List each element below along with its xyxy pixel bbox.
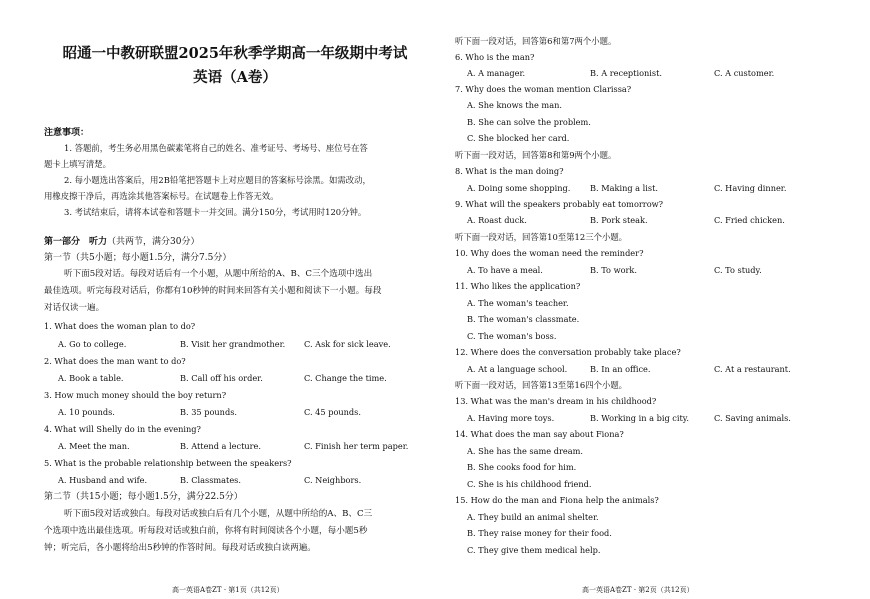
q6-option-a: A. A manager. xyxy=(467,68,526,78)
question-7: 7. Why does the woman mention Clarissa? xyxy=(455,84,632,94)
question-6: 6. Who is the man? xyxy=(455,52,535,62)
q7-option-c: C. She blocked her card. xyxy=(467,133,570,143)
question-10: 10. Why does the woman need the reminder? xyxy=(455,248,644,258)
note-1b: 题卡上填写清楚。 xyxy=(44,159,111,169)
q7-option-a: A. She knows the man. xyxy=(467,100,562,110)
q2-option-c: C. Change the time. xyxy=(304,373,387,383)
q13-option-c: C. Saving animals. xyxy=(714,413,791,423)
q1-option-b: B. Visit her grandmother. xyxy=(180,339,286,349)
section1-dir-b: 最佳选项。听完每段对话后，你都有10秒钟的时间来回答有关小题和阅读下一小题。每段 xyxy=(44,286,382,296)
q4-option-b: B. Attend a lecture. xyxy=(180,441,261,451)
q13-option-a: A. Having more toys. xyxy=(467,413,555,423)
q2-option-a: A. Book a table. xyxy=(58,373,124,383)
q9-option-c: C. Fried chicken. xyxy=(714,215,785,225)
instruction-10-12: 听下面一段对话，回答第10至第12三个小题。 xyxy=(455,232,628,242)
q9-option-b: B. Pork steak. xyxy=(590,215,648,225)
question-2: 2. What does the man want to do? xyxy=(44,356,186,366)
q3-option-c: C. 45 pounds. xyxy=(304,407,361,417)
q14-option-a: A. She has the same dream. xyxy=(467,446,583,456)
section2-dir-b: 个选项中选出最佳选项。听每段对话或独白前，你将有时间阅读各个小题，每小题5秒 xyxy=(44,526,368,536)
q15-option-a: A. They build an animal shelter. xyxy=(467,512,599,522)
q10-option-c: C. To study. xyxy=(714,265,762,275)
part1-note: （共两节，满分30分） xyxy=(107,237,200,247)
part1-heading xyxy=(44,237,199,248)
q10-option-a: A. To have a meal. xyxy=(467,265,543,275)
q4-option-a: A. Meet the man. xyxy=(58,441,130,451)
q10-option-b: B. To work. xyxy=(590,265,637,275)
q8-option-c: C. Having dinner. xyxy=(714,183,787,193)
instruction-8-9: 听下面一段对话，回答第8和第9两个小题。 xyxy=(455,150,617,160)
q3-option-a: A. 10 pounds. xyxy=(58,407,115,417)
q15-option-b: B. They raise money for their food. xyxy=(467,528,612,538)
question-9: 9. What will the speakers probably eat tomorrow? xyxy=(455,199,664,209)
question-4: 4. What will Shelly do in the evening? xyxy=(44,424,201,434)
section1-dir-a: 听下面5段对话。每段对话后有一个小题，从题中所给的A、B、C三个选项中选出 xyxy=(64,269,373,279)
question-12: 12. Where does the conversation probably take place? xyxy=(455,347,681,357)
instruction-13-16: 听下面一段对话，回答第13至第16四个小题。 xyxy=(455,380,628,390)
q14-option-b: B. She cooks food for him. xyxy=(467,462,577,472)
q6-option-b: B. A receptionist. xyxy=(590,68,662,78)
note-2a: 2. 每小题选出答案后，用2B铅笔把答题卡上对应题目的答案标号涂黑。如需改动， xyxy=(64,175,371,185)
q5-option-c: C. Neighbors. xyxy=(304,475,362,485)
question-8: 8. What is the man doing? xyxy=(455,166,564,176)
q9-option-a: A. Roast duck. xyxy=(467,215,527,225)
footer-page-2: 高一英语A卷ZT · 第2页（共12页） xyxy=(582,586,694,594)
q11-option-c: C. The woman's boss. xyxy=(467,331,557,341)
q2-option-b: B. Call off his order. xyxy=(180,373,263,383)
exam-subtitle: 英语（A卷） xyxy=(193,69,277,86)
q4-option-c: C. Finish her term paper. xyxy=(304,441,409,451)
q8-option-a: A. Doing some shopping. xyxy=(467,183,571,193)
q5-option-a: A. Husband and wife. xyxy=(58,475,148,485)
question-15: 15. How do the man and Fiona help the animals? xyxy=(455,495,659,505)
exam-title: 昭通一中教研联盟2025年秋季学期高一年级期中考试 xyxy=(62,45,408,62)
q12-option-b: B. In an office. xyxy=(590,364,651,374)
question-1: 1. What does the woman plan to do? xyxy=(44,321,196,331)
section2-dir-a: 听下面5段对话或独白。每段对话或独白后有几个小题，从题中所给的A、B、C三 xyxy=(64,509,373,519)
note-2b: 用橡皮擦干净后，再选涂其他答案标号。在试题卷上作答无效。 xyxy=(44,191,279,201)
section1-heading: 第一节（共5小题；每小题1.5分，满分7.5分） xyxy=(44,253,232,263)
question-14: 14. What does the man say about Fiona? xyxy=(455,429,624,439)
q12-option-c: C. At a restaurant. xyxy=(714,364,791,374)
part1-title: 第一部分 听力 xyxy=(44,237,108,247)
q7-option-b: B. She can solve the problem. xyxy=(467,117,591,127)
question-3: 3. How much money should the boy return? xyxy=(44,390,227,400)
q8-option-b: B. Making a list. xyxy=(590,183,658,193)
q11-option-a: A. The woman's teacher. xyxy=(467,298,569,308)
q5-option-b: B. Classmates. xyxy=(180,475,241,485)
section1-dir-c: 对话仅读一遍。 xyxy=(44,303,105,313)
q12-option-a: A. At a language school. xyxy=(467,364,568,374)
question-13: 13. What was the man's dream in his childhood? xyxy=(455,396,657,406)
q1-option-a: A. Go to college. xyxy=(58,339,127,349)
note-3: 3. 考试结束后，请将本试卷和答题卡一并交回。满分150分，考试用时120分钟。 xyxy=(64,207,367,217)
instruction-6-7: 听下面一段对话，回答第6和第7两个小题。 xyxy=(455,36,617,46)
q15-option-c: C. They give them medical help. xyxy=(467,545,601,555)
footer-page-1: 高一英语A卷ZT · 第1页（共12页） xyxy=(172,586,284,594)
q11-option-b: B. The woman's classmate. xyxy=(467,314,580,324)
section2-heading: 第二节（共15小题；每小题1.5分，满分22.5分） xyxy=(44,492,243,502)
note-1a: 1. 答题前，考生务必用黑色碳素笔将自己的姓名、准考证号、考场号、座位号在答 xyxy=(64,143,368,153)
q13-option-b: B. Working in a big city. xyxy=(590,413,689,423)
question-11: 11. Who likes the application? xyxy=(455,281,581,291)
section2-dir-c: 钟；听完后，各小题将给出5秒钟的作答时间。每段对话或独白读两遍。 xyxy=(44,543,316,553)
q6-option-c: C. A customer. xyxy=(714,68,775,78)
question-5: 5. What is the probable relationship between the speakers? xyxy=(44,458,292,468)
q3-option-b: B. 35 pounds. xyxy=(180,407,238,417)
q14-option-c: C. She is his childhood friend. xyxy=(467,479,592,489)
q1-option-c: C. Ask for sick leave. xyxy=(304,339,391,349)
notes-heading: 注意事项： xyxy=(44,128,90,138)
